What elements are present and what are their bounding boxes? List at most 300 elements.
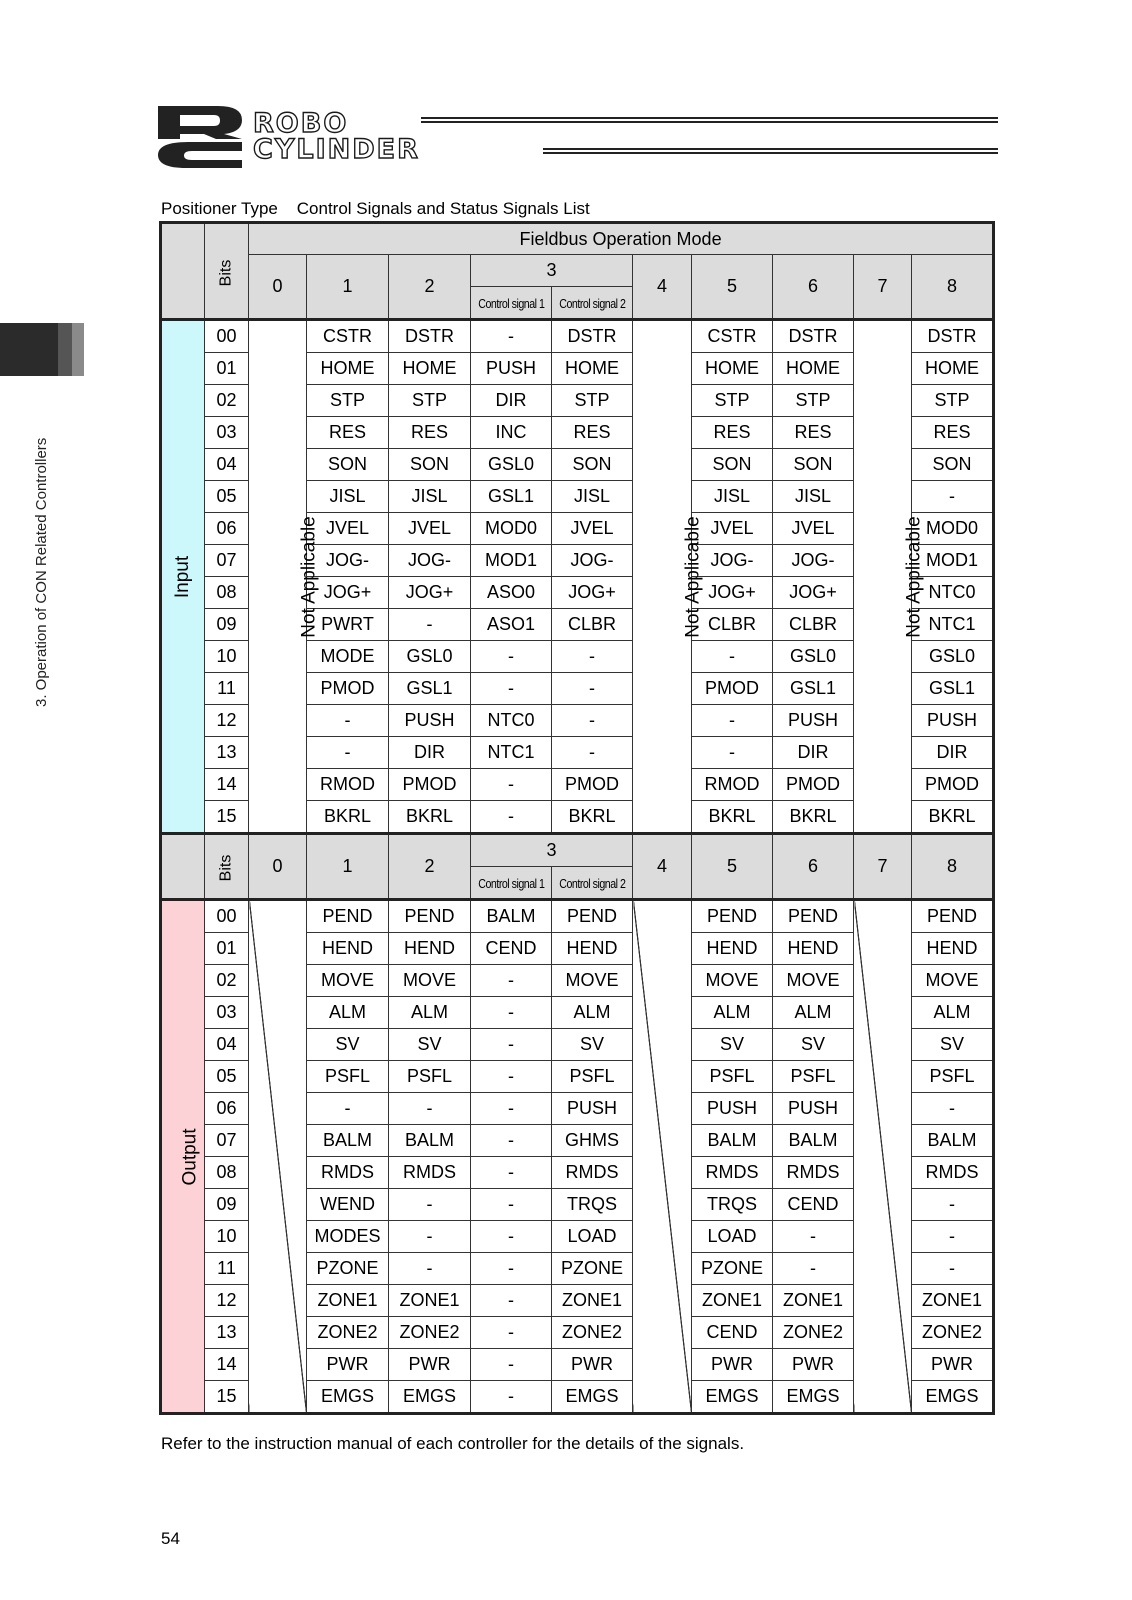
output-signal-cell: PEND (552, 900, 633, 933)
input-signal-cell: DSTR (912, 320, 994, 353)
output-section (161, 900, 994, 1414)
output-signal-cell: ZONE1 (389, 1285, 471, 1317)
output-signal-cell: BALM (471, 900, 552, 933)
output-signal-cell: PWR (692, 1349, 773, 1381)
input-signal-cell: JOG+ (773, 577, 854, 609)
output-mode-0-na-cell (249, 900, 307, 1414)
input-bit-cell: 12 (205, 705, 249, 737)
output-signal-cell: MOVE (692, 965, 773, 997)
input-signal-cell: BKRL (389, 801, 471, 834)
input-signal-cell: BKRL (912, 801, 994, 834)
output-signal-cell: ZONE2 (912, 1317, 994, 1349)
input-signal-cell: - (471, 673, 552, 705)
output-signal-cell: CEND (692, 1317, 773, 1349)
output-signal-cell: ALM (307, 997, 389, 1029)
output-signal-cell: RMDS (307, 1157, 389, 1189)
output-signal-cell: ZONE1 (773, 1285, 854, 1317)
input-signal-cell: BKRL (692, 801, 773, 834)
input-signal-cell: - (692, 641, 773, 673)
signals-table (159, 221, 995, 1415)
output-bit-cell: 11 (205, 1253, 249, 1285)
out-mode-1-header: 1 (307, 834, 389, 900)
output-signal-cell: PEND (307, 900, 389, 933)
input-signal-cell: - (692, 737, 773, 769)
input-signal-cell: CLBR (552, 609, 633, 641)
output-signal-cell: - (471, 1157, 552, 1189)
input-signal-cell: GSL1 (912, 673, 994, 705)
mode-1-header: 1 (307, 255, 389, 320)
input-signal-cell: GSL0 (471, 449, 552, 481)
output-bit-cell: 03 (205, 997, 249, 1029)
input-signal-cell: MODE (307, 641, 389, 673)
input-signal-cell: PMOD (912, 769, 994, 801)
input-signal-cell: JVEL (773, 513, 854, 545)
output-signal-cell: PWR (307, 1349, 389, 1381)
output-signal-cell: TRQS (692, 1189, 773, 1221)
output-signal-cell: PUSH (692, 1093, 773, 1125)
input-signal-cell: CLBR (692, 609, 773, 641)
input-signal-cell: - (307, 705, 389, 737)
output-signal-cell: HEND (692, 933, 773, 965)
output-signal-cell: RMDS (389, 1157, 471, 1189)
output-signal-cell: SV (307, 1029, 389, 1061)
output-signal-cell: CEND (773, 1189, 854, 1221)
output-signal-cell: SV (912, 1029, 994, 1061)
output-signal-cell: BALM (912, 1125, 994, 1157)
input-signal-cell: GSL0 (773, 641, 854, 673)
mode-3-control-signal-1: Control signal 1 (471, 287, 552, 320)
mode-2-header: 2 (389, 255, 471, 320)
output-signal-cell: TRQS (552, 1189, 633, 1221)
input-signal-cell: PUSH (773, 705, 854, 737)
input-signal-cell: - (912, 481, 994, 513)
output-signal-cell: SV (552, 1029, 633, 1061)
output-bit-cell: 00 (205, 900, 249, 933)
input-signal-cell: PWRT (307, 609, 389, 641)
input-signal-cell: MOD0 (912, 513, 994, 545)
output-signal-cell: HEND (912, 933, 994, 965)
input-group-label: Input (172, 555, 194, 598)
output-signal-cell: PEND (773, 900, 854, 933)
input-signal-cell: JVEL (389, 513, 471, 545)
output-bit-cell: 07 (205, 1125, 249, 1157)
input-bit-cell: 04 (205, 449, 249, 481)
input-bit-cell: 14 (205, 769, 249, 801)
output-signal-cell: ALM (552, 997, 633, 1029)
input-signal-cell: STP (692, 385, 773, 417)
out-mode-3-control-signal-1: Control signal 1 (471, 867, 552, 900)
output-signal-cell: WEND (307, 1189, 389, 1221)
input-signal-cell: PMOD (773, 769, 854, 801)
input-signal-cell: RES (692, 417, 773, 449)
input-signal-cell: JOG+ (389, 577, 471, 609)
input-group-cell (161, 320, 205, 834)
input-signal-cell: DIR (389, 737, 471, 769)
input-signal-cell: ASO1 (471, 609, 552, 641)
input-signal-cell: DSTR (389, 320, 471, 353)
output-row (161, 900, 994, 933)
input-signal-cell: JOG+ (692, 577, 773, 609)
input-signal-cell: JVEL (552, 513, 633, 545)
input-signal-cell: CSTR (307, 320, 389, 353)
input-signal-cell: GSL1 (471, 481, 552, 513)
input-signal-cell: DSTR (552, 320, 633, 353)
output-bit-cell: 14 (205, 1349, 249, 1381)
input-signal-cell: RES (773, 417, 854, 449)
output-bit-cell: 10 (205, 1221, 249, 1253)
output-signal-cell: PWR (912, 1349, 994, 1381)
input-signal-cell: BKRL (773, 801, 854, 834)
output-signal-cell: - (389, 1221, 471, 1253)
input-signal-cell: RMOD (692, 769, 773, 801)
input-signal-cell: - (471, 801, 552, 834)
output-signal-cell: - (773, 1253, 854, 1285)
bits-header (205, 223, 249, 320)
output-signal-cell: - (471, 1285, 552, 1317)
output-bit-cell: 13 (205, 1317, 249, 1349)
output-signal-cell: PSFL (307, 1061, 389, 1093)
input-signal-cell: STP (773, 385, 854, 417)
output-signal-cell: BALM (692, 1125, 773, 1157)
output-signal-cell: ALM (389, 997, 471, 1029)
output-signal-cell: MOVE (389, 965, 471, 997)
output-signal-cell: - (471, 1349, 552, 1381)
input-signal-cell: SON (692, 449, 773, 481)
input-signal-cell: GSL0 (912, 641, 994, 673)
input-signal-cell: SON (912, 449, 994, 481)
output-signal-cell: - (471, 997, 552, 1029)
input-signal-cell: STP (912, 385, 994, 417)
input-signal-cell: - (389, 609, 471, 641)
output-signal-cell: SV (773, 1029, 854, 1061)
output-signal-cell: - (471, 1221, 552, 1253)
input-signal-cell: DIR (773, 737, 854, 769)
mode-8-header: 8 (912, 255, 994, 320)
input-signal-cell: RES (912, 417, 994, 449)
output-signal-cell: ZONE2 (389, 1317, 471, 1349)
corner-cell (161, 223, 205, 320)
input-signal-cell: - (471, 320, 552, 353)
input-signal-cell: JOG+ (552, 577, 633, 609)
logo-rule-top (421, 117, 998, 123)
output-mode-4-na-cell (633, 900, 692, 1414)
output-signal-cell: ALM (692, 997, 773, 1029)
mode-7-header: 7 (854, 255, 912, 320)
output-signal-cell: EMGS (552, 1381, 633, 1414)
input-signal-cell: NTC1 (471, 737, 552, 769)
input-row (161, 320, 994, 353)
output-signal-cell: - (471, 1061, 552, 1093)
input-signal-cell: BKRL (552, 801, 633, 834)
input-signal-cell: - (552, 737, 633, 769)
input-bit-cell: 15 (205, 801, 249, 834)
input-signal-cell: CSTR (692, 320, 773, 353)
input-signal-cell: DSTR (773, 320, 854, 353)
output-bit-cell: 05 (205, 1061, 249, 1093)
out-mode-2-header: 2 (389, 834, 471, 900)
input-mode-0-na-cell (249, 320, 320, 834)
input-signal-cell: HOME (307, 353, 389, 385)
output-signal-cell: - (471, 1125, 552, 1157)
out-mode-8-header: 8 (912, 834, 994, 900)
input-signal-cell: JISL (773, 481, 854, 513)
output-bit-cell: 04 (205, 1029, 249, 1061)
input-signal-cell: - (692, 705, 773, 737)
output-signal-cell: HEND (307, 933, 389, 965)
input-section (161, 320, 994, 834)
input-bit-cell: 10 (205, 641, 249, 673)
input-signal-cell: STP (307, 385, 389, 417)
output-signal-cell: - (307, 1093, 389, 1125)
output-signal-cell: - (471, 1093, 552, 1125)
input-signal-cell: - (471, 769, 552, 801)
output-signal-cell: ALM (912, 997, 994, 1029)
output-signal-cell: - (773, 1221, 854, 1253)
output-signal-cell: PWR (389, 1349, 471, 1381)
bits-label-output: Bits (217, 854, 235, 882)
input-signal-cell: JOG- (307, 545, 389, 577)
input-signal-cell: PMOD (307, 673, 389, 705)
output-signal-cell: PZONE (307, 1253, 389, 1285)
out-mode-5-header: 5 (692, 834, 773, 900)
output-signal-cell: ZONE1 (552, 1285, 633, 1317)
input-signal-cell: RMOD (307, 769, 389, 801)
input-signal-cell: JISL (389, 481, 471, 513)
output-signal-cell: HEND (773, 933, 854, 965)
input-bit-cell: 11 (205, 673, 249, 705)
output-signal-cell: ZONE1 (692, 1285, 773, 1317)
output-signal-cell: MOVE (307, 965, 389, 997)
not-applicable-label: Not Applicable (298, 515, 320, 638)
input-signal-cell: MOD0 (471, 513, 552, 545)
output-signal-cell: SV (692, 1029, 773, 1061)
output-signal-cell: - (471, 1029, 552, 1061)
input-signal-cell: PMOD (552, 769, 633, 801)
input-signal-cell: - (552, 705, 633, 737)
output-signal-cell: LOAD (692, 1221, 773, 1253)
output-signal-cell: LOAD (552, 1221, 633, 1253)
output-signal-cell: CEND (471, 933, 552, 965)
output-mode-7-na-cell (854, 900, 912, 1414)
chapter-tab-block-light (72, 323, 84, 376)
output-signal-cell: PEND (912, 900, 994, 933)
output-signal-cell: PEND (692, 900, 773, 933)
out-mode-6-header: 6 (773, 834, 854, 900)
input-signal-cell: JOG- (389, 545, 471, 577)
output-signal-cell: PEND (389, 900, 471, 933)
output-bit-cell: 01 (205, 933, 249, 965)
page-number: 54 (161, 1529, 180, 1548)
input-bit-cell: 09 (205, 609, 249, 641)
output-signal-cell: PZONE (692, 1253, 773, 1285)
output-signal-cell: BALM (389, 1125, 471, 1157)
output-signal-cell: HEND (552, 933, 633, 965)
output-signal-cell: - (912, 1189, 994, 1221)
input-signal-cell: JOG- (692, 545, 773, 577)
input-signal-cell: DIR (471, 385, 552, 417)
input-bit-cell: 03 (205, 417, 249, 449)
bits-header-output (205, 834, 249, 900)
not-applicable-label: Not Applicable (903, 515, 925, 638)
output-signal-cell: RMDS (773, 1157, 854, 1189)
input-signal-cell: JVEL (692, 513, 773, 545)
out-mode-4-header: 4 (633, 834, 692, 900)
corner-cell-output (161, 834, 205, 900)
output-signal-cell: PSFL (692, 1061, 773, 1093)
input-signal-cell: HOME (773, 353, 854, 385)
mode-6-header: 6 (773, 255, 854, 320)
input-bit-cell: 07 (205, 545, 249, 577)
output-signal-cell: EMGS (912, 1381, 994, 1414)
output-group-cell (161, 900, 205, 1414)
output-signal-cell: ZONE2 (773, 1317, 854, 1349)
input-signal-cell: GSL0 (389, 641, 471, 673)
output-signal-cell: - (389, 1189, 471, 1221)
output-signal-cell: - (471, 965, 552, 997)
output-signal-cell: MODES (307, 1221, 389, 1253)
fieldbus-mode-title: Fieldbus Operation Mode (249, 223, 994, 255)
output-bit-cell: 08 (205, 1157, 249, 1189)
input-signal-cell: JOG+ (307, 577, 389, 609)
output-signal-cell: PSFL (912, 1061, 994, 1093)
input-signal-cell: SON (307, 449, 389, 481)
output-signal-cell: ALM (773, 997, 854, 1029)
output-signal-cell: PWR (773, 1349, 854, 1381)
out-mode-7-header: 7 (854, 834, 912, 900)
mode-0-header: 0 (249, 255, 307, 320)
input-signal-cell: HOME (912, 353, 994, 385)
logo-word-cylinder: CYLINDER (253, 134, 420, 165)
robo-cylinder-logo (158, 106, 998, 170)
output-signal-cell: - (471, 1189, 552, 1221)
rc-monogram-icon (158, 106, 244, 168)
bits-label: Bits (217, 259, 235, 286)
output-bit-cell: 02 (205, 965, 249, 997)
input-bit-cell: 06 (205, 513, 249, 545)
signals-table-wrapper (159, 221, 992, 1415)
input-signal-cell: JVEL (307, 513, 389, 545)
input-signal-cell: INC (471, 417, 552, 449)
input-bit-cell: 02 (205, 385, 249, 417)
output-signal-cell: MOVE (773, 965, 854, 997)
input-signal-cell: SON (389, 449, 471, 481)
output-group-label: Output (179, 1127, 201, 1186)
input-signal-cell: JOG- (773, 545, 854, 577)
output-signal-cell: RMDS (552, 1157, 633, 1189)
input-bit-cell: 00 (205, 320, 249, 353)
input-mode-7-na-cell (854, 320, 925, 834)
input-signal-cell: DIR (912, 737, 994, 769)
input-signal-cell: STP (389, 385, 471, 417)
logo-rule-bottom (543, 148, 998, 154)
input-signal-cell: - (552, 641, 633, 673)
input-signal-cell: MOD1 (471, 545, 552, 577)
output-signal-cell: - (389, 1093, 471, 1125)
input-signal-cell: PMOD (389, 769, 471, 801)
output-signal-cell: PUSH (552, 1093, 633, 1125)
mode-3-header: 3 (471, 255, 633, 287)
output-signal-cell: ZONE1 (307, 1285, 389, 1317)
input-signal-cell: - (471, 641, 552, 673)
output-signal-cell: PUSH (773, 1093, 854, 1125)
input-signal-cell: HOME (692, 353, 773, 385)
output-signal-cell: - (471, 1317, 552, 1349)
output-signal-cell: EMGS (773, 1381, 854, 1414)
input-signal-cell: MOD1 (912, 545, 994, 577)
output-signal-cell: EMGS (307, 1381, 389, 1414)
output-signal-cell: EMGS (389, 1381, 471, 1414)
chapter-tab-label: 3. Operation of CON Related Controllers (33, 437, 50, 707)
chapter-tab-block (0, 323, 58, 376)
input-bit-cell: 01 (205, 353, 249, 385)
input-signal-cell: GSL1 (773, 673, 854, 705)
output-signal-cell: EMGS (692, 1381, 773, 1414)
input-signal-cell: CLBR (773, 609, 854, 641)
input-signal-cell: RES (552, 417, 633, 449)
input-signal-cell: PUSH (471, 353, 552, 385)
output-signal-cell: - (912, 1221, 994, 1253)
output-signal-cell: GHMS (552, 1125, 633, 1157)
output-signal-cell: PSFL (773, 1061, 854, 1093)
output-signal-cell: PSFL (552, 1061, 633, 1093)
output-signal-cell: ZONE1 (912, 1285, 994, 1317)
input-signal-cell: JISL (307, 481, 389, 513)
input-mode-4-na-cell (633, 320, 704, 834)
input-signal-cell: BKRL (307, 801, 389, 834)
output-signal-cell: - (471, 1381, 552, 1414)
input-signal-cell: RES (307, 417, 389, 449)
output-signal-cell: SV (389, 1029, 471, 1061)
out-mode-3-control-signal-2: Control signal 2 (552, 867, 633, 900)
input-signal-cell: SON (773, 449, 854, 481)
output-signal-cell: - (471, 1253, 552, 1285)
input-signal-cell: SON (552, 449, 633, 481)
output-signal-cell: MOVE (912, 965, 994, 997)
input-signal-cell: - (307, 737, 389, 769)
input-bit-cell: 05 (205, 481, 249, 513)
input-signal-cell: HOME (389, 353, 471, 385)
output-signal-cell: MOVE (552, 965, 633, 997)
logo-word-robo: ROBO (253, 108, 349, 139)
output-signal-cell: BALM (773, 1125, 854, 1157)
input-signal-cell: HOME (552, 353, 633, 385)
output-signal-cell: PSFL (389, 1061, 471, 1093)
input-signal-cell: PMOD (692, 673, 773, 705)
footnote: Refer to the instruction manual of each controller for the details of the signals. (161, 1434, 745, 1453)
not-applicable-label: Not Applicable (682, 515, 704, 638)
output-signal-cell: ZONE2 (307, 1317, 389, 1349)
input-signal-cell: NTC1 (912, 609, 994, 641)
input-bit-cell: 13 (205, 737, 249, 769)
output-bit-cell: 12 (205, 1285, 249, 1317)
output-signal-cell: - (389, 1253, 471, 1285)
input-signal-cell: STP (552, 385, 633, 417)
output-bit-cell: 15 (205, 1381, 249, 1414)
output-signal-cell: ZONE2 (552, 1317, 633, 1349)
output-signal-cell: PWR (552, 1349, 633, 1381)
mode-3-control-signal-2: Control signal 2 (552, 287, 633, 320)
output-signal-cell: - (912, 1253, 994, 1285)
input-signal-cell: JISL (692, 481, 773, 513)
output-signal-cell: PZONE (552, 1253, 633, 1285)
output-bit-cell: 09 (205, 1189, 249, 1221)
output-bit-cell: 06 (205, 1093, 249, 1125)
output-signal-cell: - (912, 1093, 994, 1125)
input-signal-cell: - (552, 673, 633, 705)
input-signal-cell: GSL1 (389, 673, 471, 705)
input-signal-cell: JISL (552, 481, 633, 513)
table-caption: Positioner Type Control Signals and Status Signals List (161, 199, 590, 218)
